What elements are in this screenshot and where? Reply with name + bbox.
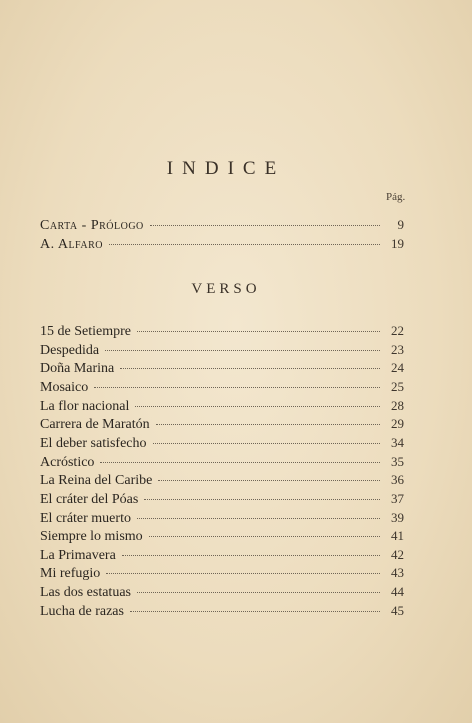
dot-leader xyxy=(137,331,380,332)
toc-entry xyxy=(40,341,404,359)
toc-entry-label: Mi refugio xyxy=(40,566,101,581)
toc-entry-page: 9 xyxy=(397,217,404,232)
toc-entry-label: El cráter del Póas xyxy=(40,492,139,507)
toc-entry-label: La Reina del Caribe xyxy=(40,473,153,488)
toc-entry-page: 44 xyxy=(391,584,404,599)
toc-entry-page: 37 xyxy=(391,491,404,506)
section-heading-verso: VERSO xyxy=(191,281,261,297)
page-column-label: Pág. xyxy=(386,191,406,203)
toc-entry xyxy=(40,602,404,620)
toc-entry xyxy=(40,471,404,489)
dot-leader xyxy=(105,350,380,351)
toc-entry xyxy=(40,546,404,564)
toc-entry-label: A. Alfaro xyxy=(40,237,103,252)
dot-leader xyxy=(109,244,380,245)
toc-entry-page: 28 xyxy=(391,398,404,413)
toc-entry-carta-prologo xyxy=(40,216,404,234)
toc-entry xyxy=(40,583,404,601)
dot-leader xyxy=(120,368,380,369)
toc-entry-label: Las dos estatuas xyxy=(40,585,131,600)
dot-leader xyxy=(156,424,380,425)
toc-entry-page: 36 xyxy=(391,472,404,487)
dot-leader xyxy=(137,518,380,519)
toc-entry-label: Carta - Prólogo xyxy=(40,218,144,233)
toc-entry-page: 42 xyxy=(391,547,404,562)
toc-entry-label: 15 de Setiempre xyxy=(40,324,131,339)
dot-leader xyxy=(153,443,380,444)
toc-entry-label: Despedida xyxy=(40,343,100,358)
toc-entry xyxy=(40,322,404,340)
toc-entry-page: 23 xyxy=(391,342,404,357)
toc-entry xyxy=(40,434,404,452)
toc-entry-label: Lucha de razas xyxy=(40,604,124,619)
toc-entry-label: Siempre lo mismo xyxy=(40,529,143,544)
toc-entry xyxy=(40,415,404,433)
dot-leader xyxy=(100,462,380,463)
toc-entry-label: El cráter muerto xyxy=(40,511,131,526)
dot-leader xyxy=(137,592,380,593)
toc-entry-page: 41 xyxy=(391,528,404,543)
toc-entry-label: La Primavera xyxy=(40,548,116,563)
toc-entry-page: 19 xyxy=(391,236,404,251)
dot-leader xyxy=(149,536,380,537)
toc-entry-label: Doña Marina xyxy=(40,361,115,376)
toc-entry-page: 39 xyxy=(391,510,404,525)
dot-leader xyxy=(94,387,380,388)
toc-entry-page: 24 xyxy=(391,360,404,375)
dot-leader xyxy=(158,480,380,481)
page-title: INDICE xyxy=(166,158,286,179)
toc-entry xyxy=(40,378,404,396)
toc-entry xyxy=(40,397,404,415)
dot-leader xyxy=(135,406,380,407)
toc-entry-page: 34 xyxy=(391,435,404,450)
toc-entry xyxy=(40,509,404,527)
toc-entry-page: 25 xyxy=(391,379,404,394)
toc-entry xyxy=(40,527,404,545)
toc-entry xyxy=(40,453,404,471)
toc-entry-label: Mosaico xyxy=(40,380,89,395)
toc-entry-label: La flor nacional xyxy=(40,399,130,414)
dot-leader xyxy=(130,611,380,612)
toc-entry-page: 45 xyxy=(391,603,404,618)
dot-leader xyxy=(106,573,380,574)
toc-entry-alfaro xyxy=(40,235,404,253)
toc-entry-label: Carrera de Maratón xyxy=(40,417,150,432)
toc-entry-page: 22 xyxy=(391,323,404,338)
toc-entry-page: 43 xyxy=(391,565,404,580)
dot-leader xyxy=(122,555,380,556)
toc-entry-label: Acróstico xyxy=(40,455,95,470)
toc-entry-page: 35 xyxy=(391,454,404,469)
toc-entry xyxy=(40,564,404,582)
toc-entry xyxy=(40,359,404,377)
toc-entry-page: 29 xyxy=(391,416,404,431)
dot-leader xyxy=(144,499,380,500)
dot-leader xyxy=(150,225,380,226)
toc-entry xyxy=(40,490,404,508)
toc-entry-label: El deber satisfecho xyxy=(40,436,147,451)
